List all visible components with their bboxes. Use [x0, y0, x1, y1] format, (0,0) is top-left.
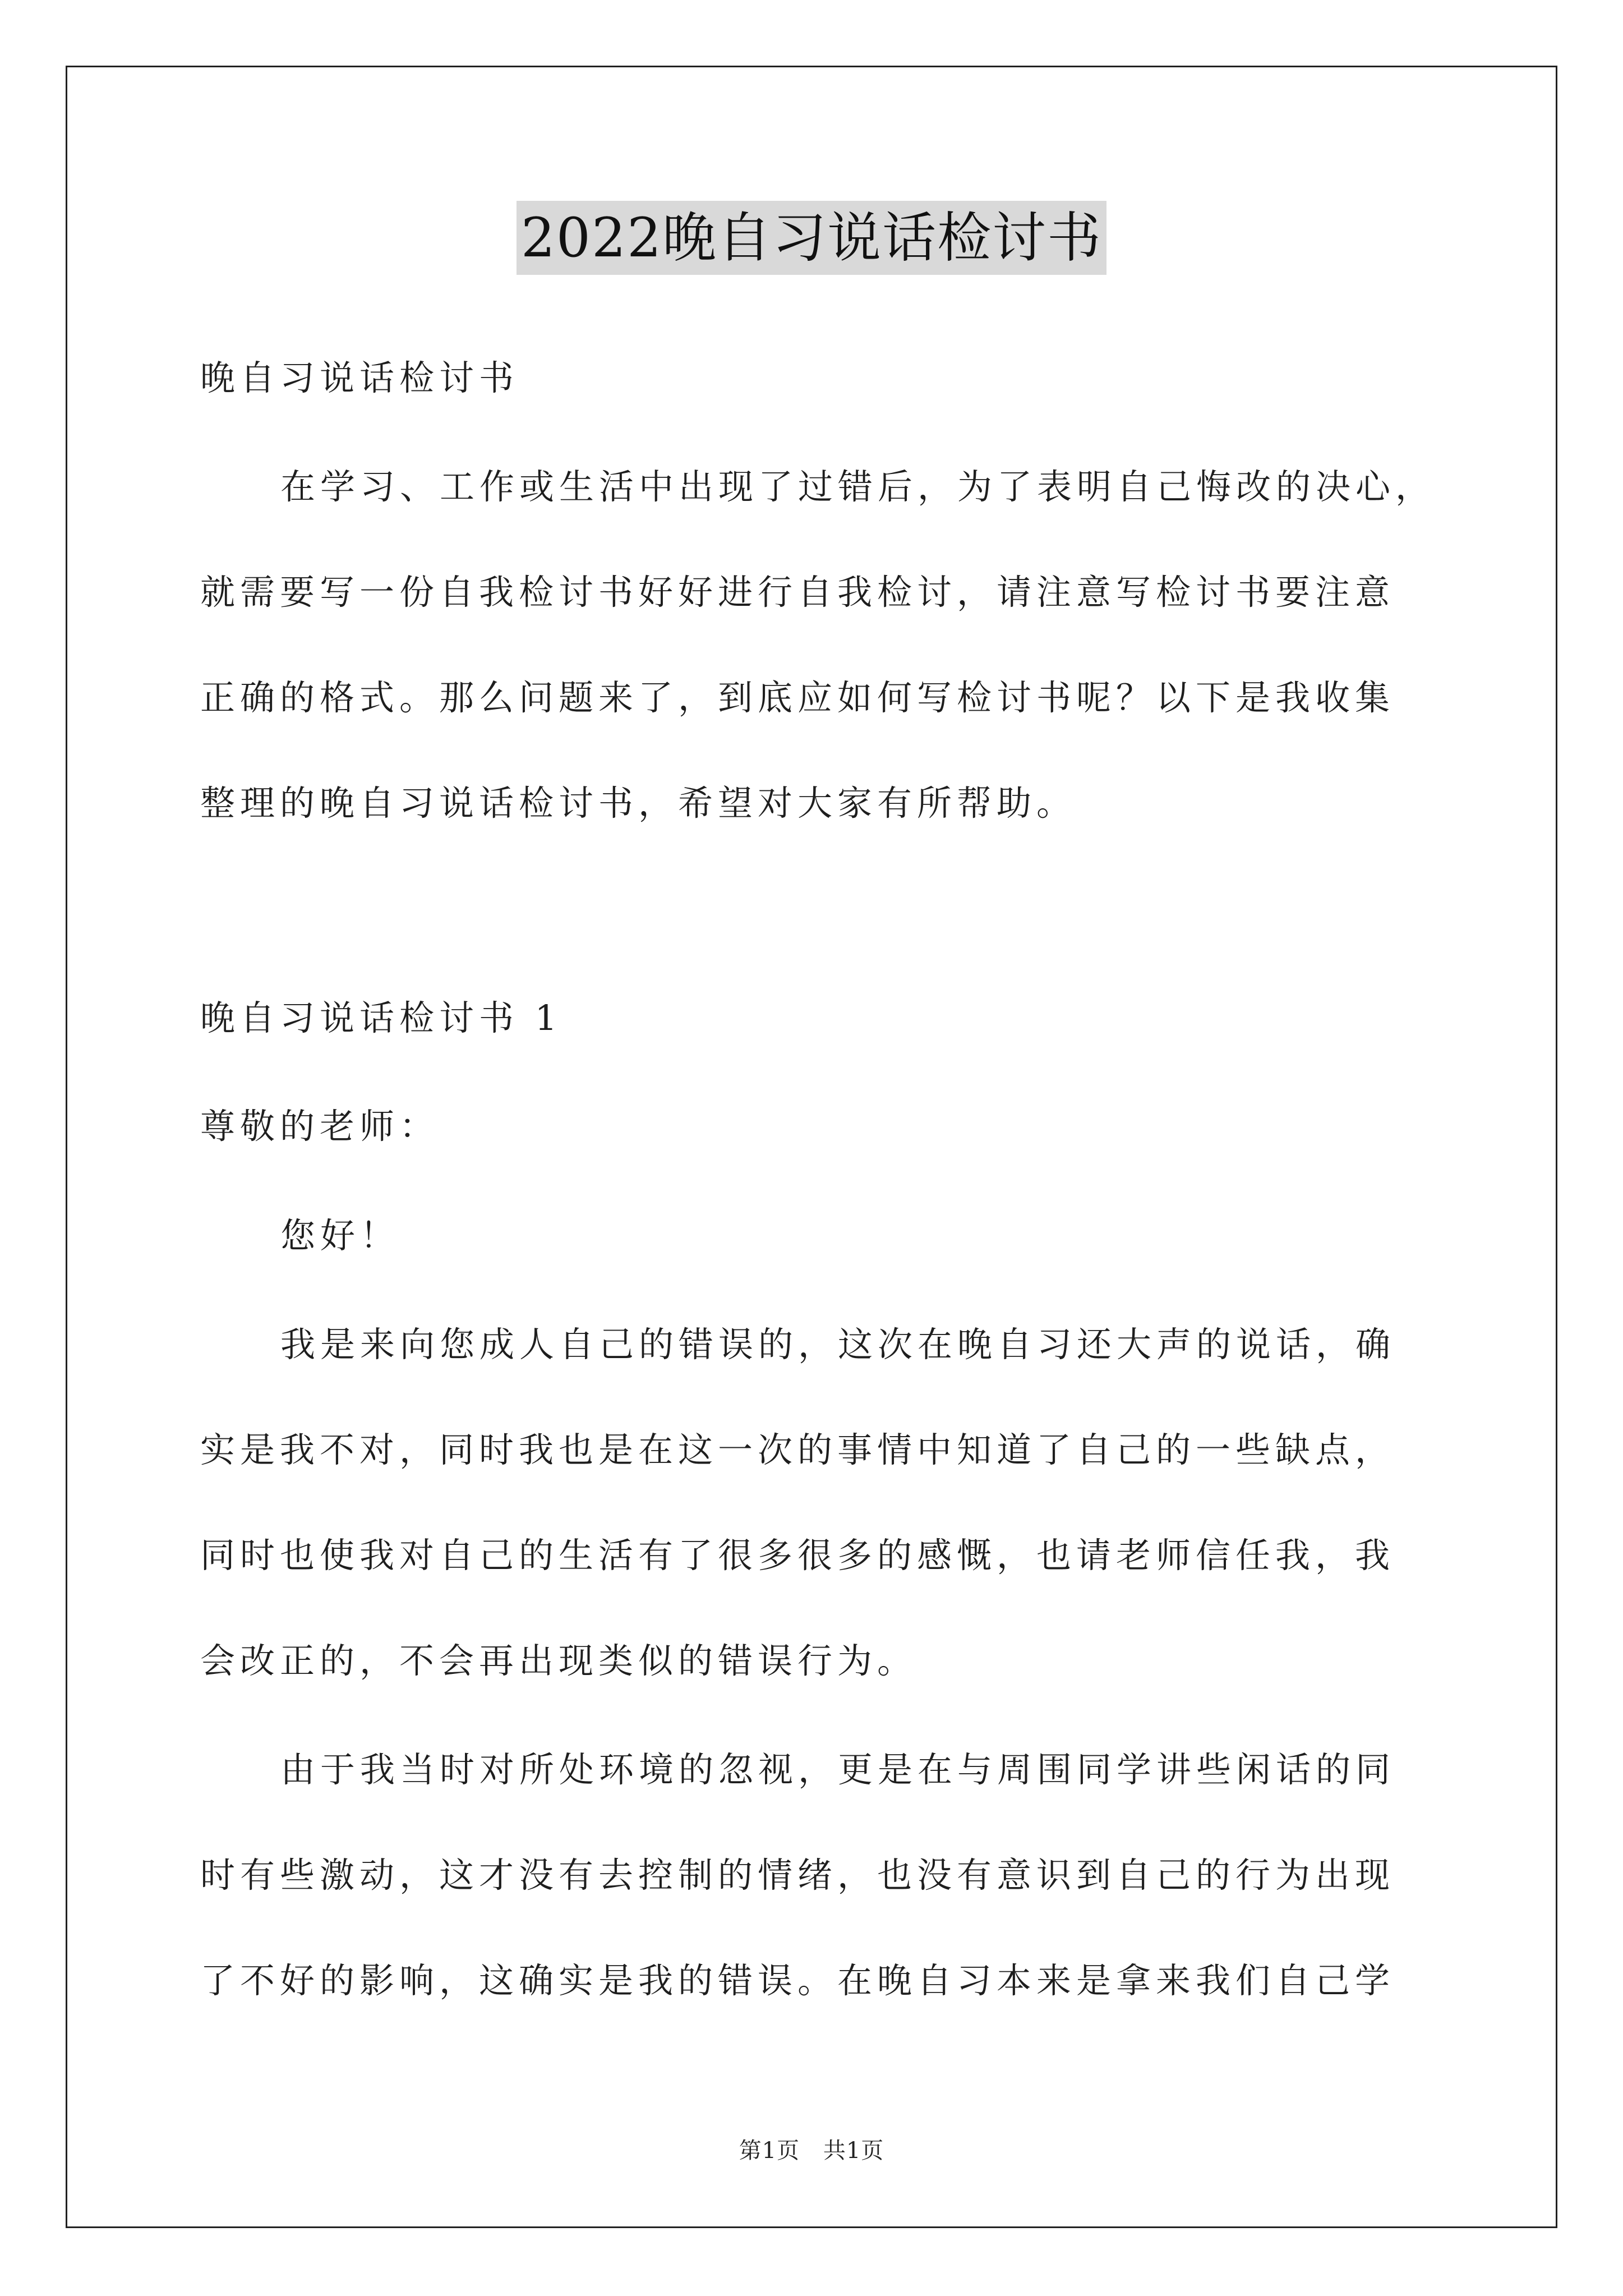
- document-title: 2022晚自习说话检讨书: [517, 201, 1106, 275]
- paragraph-line: 会改正的，不会再出现类似的错误行为。: [200, 1640, 917, 1681]
- salutation: 尊敬的老师：: [200, 1106, 440, 1147]
- title-container: [0, 201, 1623, 275]
- section-heading: 晚自习说话检讨书: [200, 357, 519, 398]
- page-total: 共1页: [823, 2138, 884, 2164]
- paragraph-line: 在学习、工作或生活中出现了过错后，为了表明自己悔改的决心，: [280, 466, 1436, 507]
- paragraph-line: 时有些激动，这才没有去控制的情绪，也没有意识到自己的行为出现: [200, 1855, 1395, 1895]
- paragraph-line: 实是我不对，同时我也是在这一次的事情中知道了自己的一些缺点，: [200, 1429, 1395, 1470]
- page-footer: [0, 2133, 1623, 2165]
- paragraph-line: 整理的晚自习说话检讨书，希望对大家有所帮助。: [200, 783, 1077, 823]
- section-heading: 晚自习说话检讨书 1: [200, 997, 562, 1038]
- paragraph-line: 就需要写一份自我检讨书好好进行自我检讨，请注意写检讨书要注意: [200, 572, 1395, 613]
- paragraph-line: 由于我当时对所处环境的忽视，更是在与周围同学讲些闲话的同: [280, 1749, 1396, 1790]
- paragraph-line: 我是来向您成人自己的错误的，这次在晚自习还大声的说话，确: [280, 1324, 1396, 1365]
- paragraph-line: 同时也使我对自己的生活有了很多很多的感慨，也请老师信任我，我: [200, 1535, 1395, 1576]
- page-number: 第1页: [739, 2138, 800, 2164]
- paragraph-line: 正确的格式。那么问题来了，到底应如何写检讨书呢？以下是我收集: [200, 677, 1395, 718]
- paragraph-line: 了不好的影响，这确实是我的错误。在晚自习本来是拿来我们自己学: [200, 1960, 1395, 2001]
- greeting: 您好！: [280, 1215, 400, 1256]
